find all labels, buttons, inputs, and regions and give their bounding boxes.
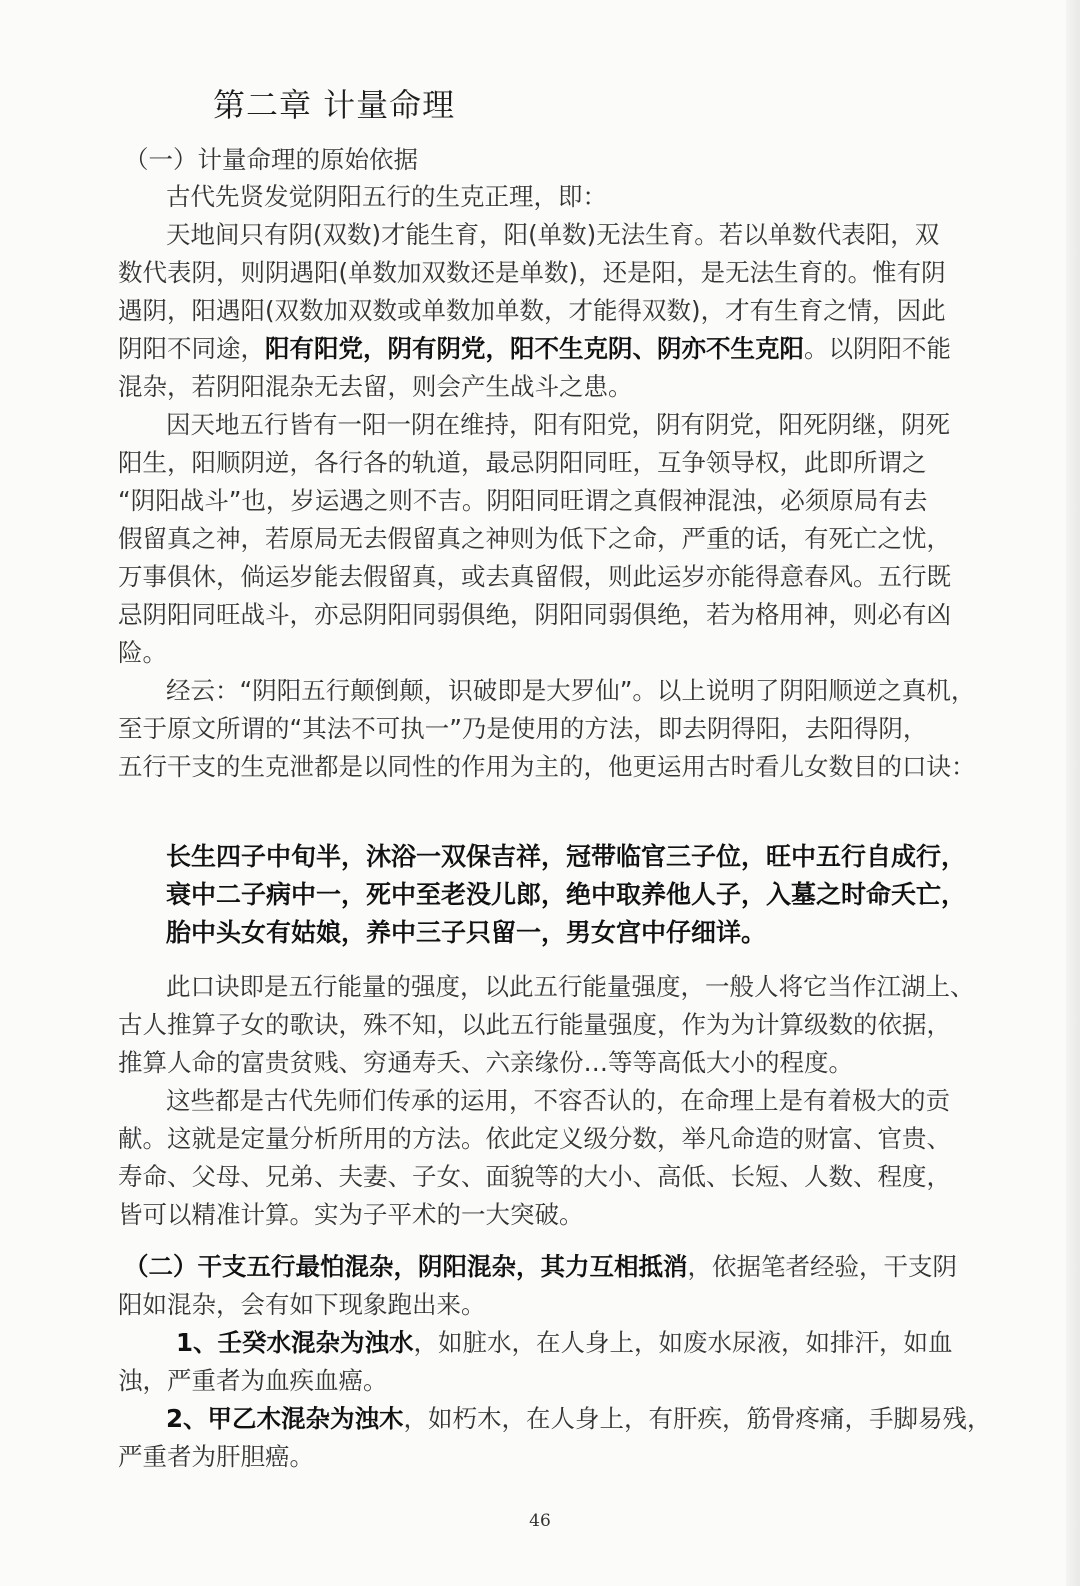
paragraph-line: 至于原文所谓的“其法不可执一”乃是使用的方法，即去阴得阳，去阳得阴， (118, 714, 928, 743)
paragraph-line: 因天地五行皆有一阳一阴在维持，阳有阳党，阴有阴党，阳死阴继，阴死 (166, 410, 950, 439)
paragraph-line: 五行干支的生克泄都是以同性的作用为主的，他更运用古时看儿女数目的口诀： (118, 752, 976, 781)
paragraph-line: 这些都是古代先师们传承的运用，不容否认的，在命理上是有着极大的贡 (166, 1086, 950, 1115)
paragraph-line: 遇阴，阳遇阳(双数加双数或单数加单数，才能得双数)，才有生育之情，因此 (118, 296, 946, 325)
paragraph-line: 严重者为肝胆癌。 (118, 1442, 314, 1471)
page-edge-shadow (1066, 0, 1080, 1586)
paragraph-line: 古人推算子女的歌诀，殊不知，以此五行能量强度，作为为计算级数的依据， (118, 1010, 951, 1039)
paragraph-line (118, 330, 951, 368)
paragraph-line: 浊，严重者为血疾血癌。 (118, 1366, 388, 1395)
paragraph-line: 寿命、父母、兄弟、夫妻、子女、面貌等的大小、高低、长短、人数、程度， (118, 1162, 951, 1191)
text-span: 。以阴阳不能 (804, 334, 951, 363)
paragraph-line: 此口诀即是五行能量的强度，以此五行能量强度，一般人将它当作江湖上、 (166, 972, 975, 1001)
paragraph-line: 天地间只有阴(双数)才能生育，阳(单数)无法生育。若以单数代表阳，双 (166, 220, 940, 249)
paragraph-line: 推算人命的富贵贫贱、穷通寿夭、六亲缘份…等等高低大小的程度。 (118, 1048, 853, 1077)
page-number: 46 (529, 1511, 551, 1531)
paragraph-line: 险。 (118, 638, 167, 667)
bold-text: 阳有阳党，阴有阴党，阳不生克阴、阴亦不生克阳 (265, 334, 804, 363)
section-heading-1: （一）计量命理的原始依据 (124, 145, 418, 174)
paragraph-line: 经云：“阴阳五行颠倒颠，识破即是大罗仙”。以上说明了阴阳顺逆之真机， (166, 676, 976, 705)
paragraph-line: 万事俱休，倘运岁能去假留真，或去真留假，则此运岁亦能得意春风。五行既 (118, 562, 951, 591)
list-item-2 (166, 1400, 992, 1438)
paragraph-line: 阳如混杂，会有如下现象跑出来。 (118, 1290, 486, 1319)
paragraph-line: 古代先贤发觉阴阳五行的生克正理，即： (166, 182, 607, 211)
text-span: ，依据笔者经验，干支阴 (687, 1252, 957, 1281)
text-span: ，如脏水，在人身上，如废水尿液，如排汗，如血 (413, 1328, 953, 1357)
paragraph-line: 混杂，若阴阳混杂无去留，则会产生战斗之患。 (118, 372, 633, 401)
text-span: 阴阳不同途， (118, 334, 265, 363)
paragraph-line: 数代表阴，则阴遇阳(单数加双数还是单数)，还是阳，是无法生育的。惟有阴 (118, 258, 946, 287)
bold-text: （二）干支五行最怕混杂，阴阳混杂，其力互相抵消 (124, 1252, 688, 1281)
list-item-1 (176, 1324, 953, 1362)
paragraph-line: 皆可以精准计算。实为子平术的一大突破。 (118, 1200, 584, 1229)
paragraph-line: “阴阳战斗”也，岁运遇之则不吉。阴阳同旺谓之真假神混浊，必须原局有去 (118, 486, 928, 515)
text-span: ，如朽木，在人身上，有肝疾，筋骨疼痛，手脚易残， (403, 1404, 992, 1433)
paragraph-line: 假留真之神，若原局无去假留真之神则为低下之命，严重的话，有死亡之忧， (118, 524, 951, 553)
chapter-title: 第二章 计量命理 (213, 86, 456, 124)
paragraph-line: 阳生，阳顺阴逆，各行各的轨道，最忌阴阳同旺，互争领导权，此即所谓之 (118, 448, 927, 477)
bold-text: 2、甲乙木混杂为浊木 (166, 1404, 404, 1433)
verse-line: 胎中头女有姑娘，养中三子只留一，男女宫中仔细详。 (166, 918, 767, 947)
paragraph-line: 忌阴阳同旺战斗，亦忌阴阳同弱俱绝，阴阳同弱俱绝，若为格用神，则必有凶 (118, 600, 951, 629)
verse-line: 长生四子中旬半，沐浴一双保吉祥，冠带临官三子位，旺中五行自成行， (166, 842, 967, 871)
verse-line: 衰中二子病中一，死中至老没儿郎，绝中取养他人子，入墓之时命夭亡， (166, 880, 967, 909)
section-heading-2 (124, 1248, 957, 1286)
bold-text: 1、壬癸水混杂为浊水 (176, 1328, 414, 1357)
paragraph-line: 献。这就是定量分析所用的方法。依此定义级分数，举凡命造的财富、官贵、 (118, 1124, 951, 1153)
